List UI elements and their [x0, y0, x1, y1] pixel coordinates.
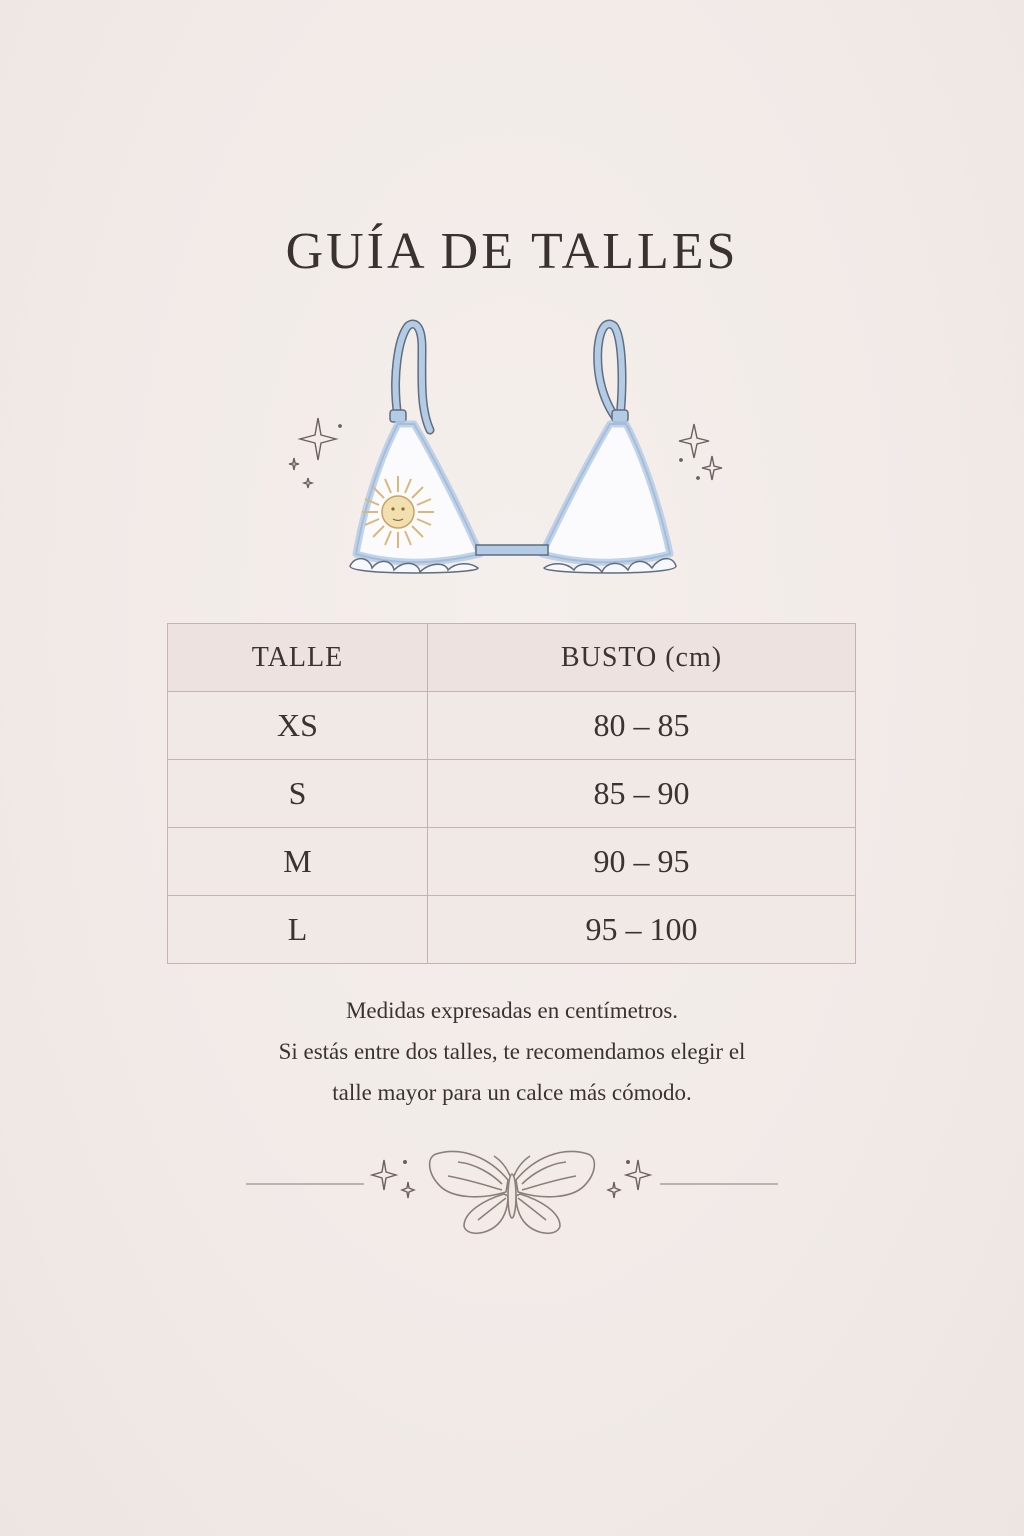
- sparkle-icon: [679, 424, 722, 480]
- note-line: Medidas expresadas en centímetros.: [345, 998, 679, 1023]
- table-row: [168, 692, 856, 760]
- bust-cell: 80 – 85: [428, 692, 856, 760]
- bust-cell: 85 – 90: [428, 760, 856, 828]
- butterfly-icon: [430, 1152, 595, 1234]
- size-cell: M: [168, 828, 428, 896]
- table-row: [168, 760, 856, 828]
- size-cell: XS: [168, 692, 428, 760]
- sparkle-icon: [289, 418, 341, 488]
- column-header-bust: BUSTO (cm): [428, 624, 856, 692]
- table-row: [168, 828, 856, 896]
- table-header-row: [168, 624, 856, 692]
- size-notes: [0, 990, 1024, 1113]
- size-cell: S: [168, 760, 428, 828]
- sparkle-icon: [608, 1160, 650, 1198]
- bust-cell: 90 – 95: [428, 828, 856, 896]
- butterfly-divider: [240, 1140, 784, 1240]
- bikini-top-illustration: [280, 318, 744, 588]
- page-title: GUÍA DE TALLES: [285, 223, 739, 280]
- bust-cell: 95 – 100: [428, 896, 856, 964]
- size-cell: L: [168, 896, 428, 964]
- note-line: Si estás entre dos talles, te recomendamos elegir el: [278, 1039, 746, 1064]
- size-table: [167, 623, 856, 964]
- sparkle-icon: [372, 1160, 414, 1198]
- note-line: talle mayor para un calce más cómodo.: [332, 1080, 692, 1105]
- column-header-size: TALLE: [168, 624, 428, 692]
- table-row: [168, 896, 856, 964]
